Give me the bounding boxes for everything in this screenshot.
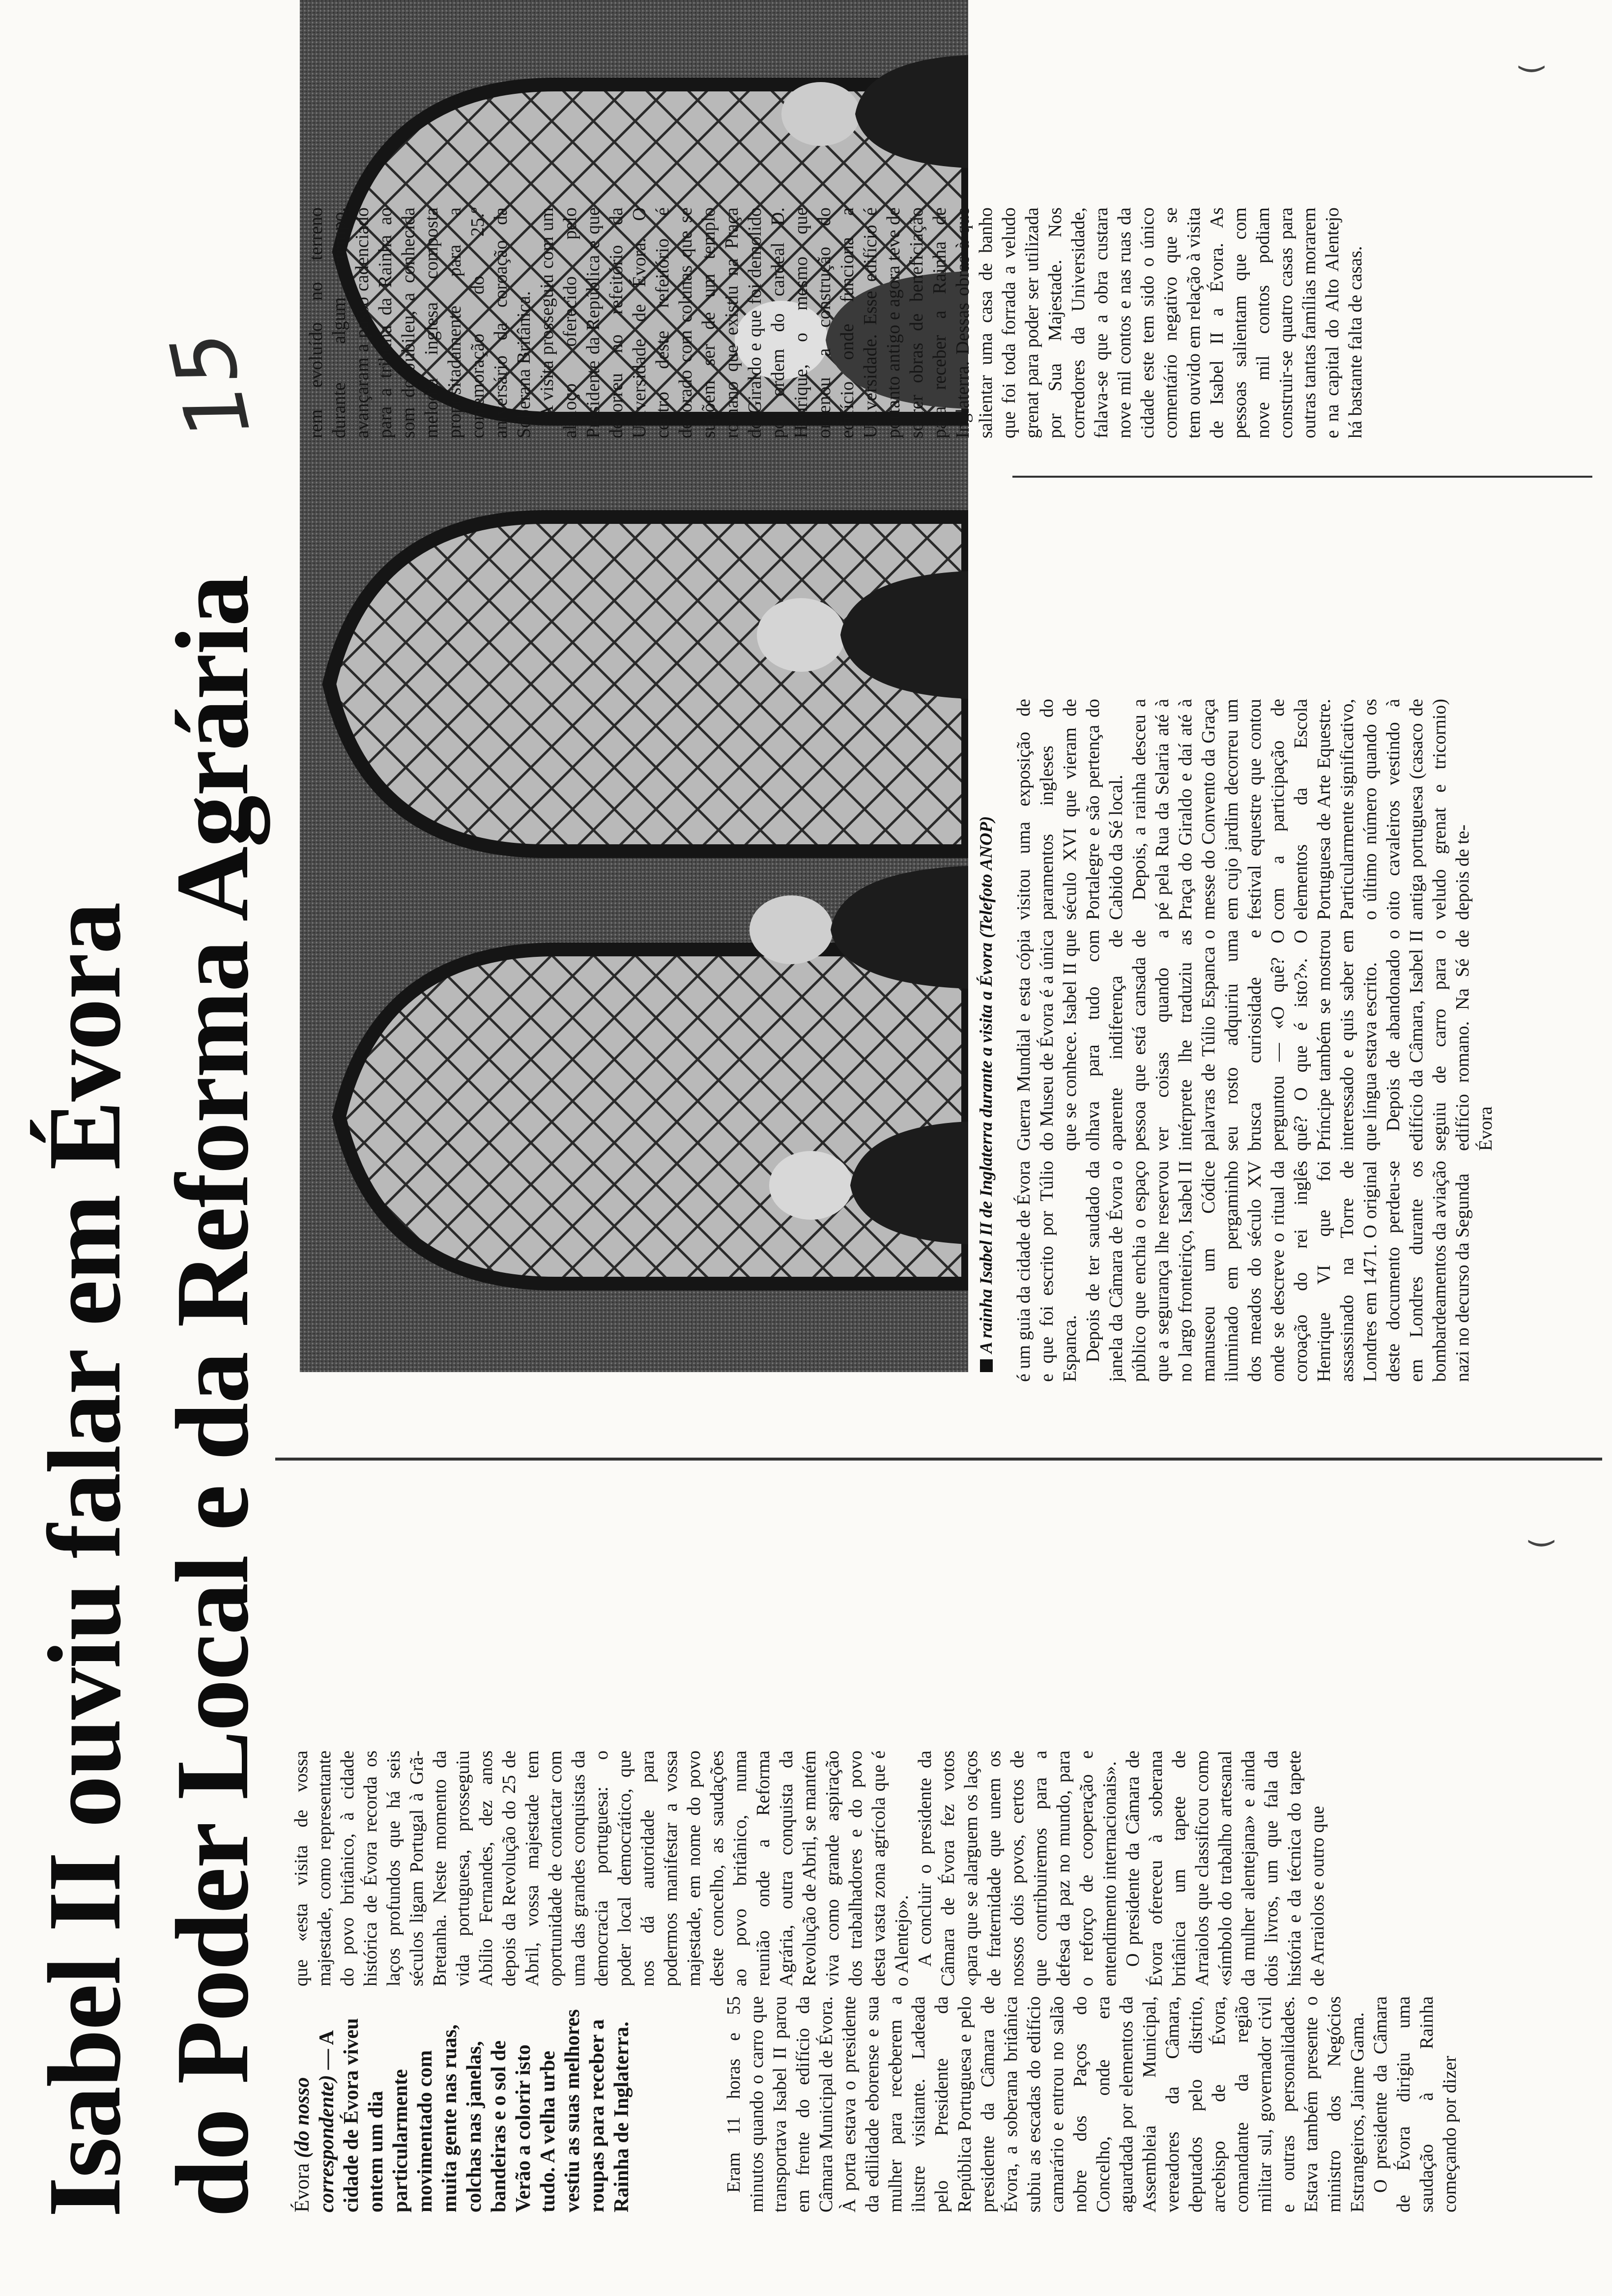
photo-caption bbox=[976, 0, 996, 1372]
caption-bullet-icon bbox=[980, 1359, 993, 1372]
paragraph: A visita prosseguiu com um almoço oferecido pelo Presidente da República e que decorreu no refeitório da Universidade de Évora. O centro deste refeitório é decorado com colunas que se supõem ser de um templo romano que existiu na Praça do Giraldo e que foi demolido por ordem do cardeal D. Henrique, o mesmo que ordenou a construção do edifício onde funciona a Universidade. Esse edifício é portanto antigo e agora teve de sofrer obras de beneficiação para receber a Rainha de Inglaterra. Dessas obras à que salientar uma casa de banho que foi toda forrada a veludo grenat para poder ser utilizada por Sua Majestade. Nos corredores da Universidade, falava-se que a obra custara nove mil contos e nas ruas da cidade este tem sido o único comentário negativo que se tem ouvido em relação à visita de Isabel II a Évora. As pessoas salientam que com nove mil contos podiam construir-se quatro casas para outras tantas famílias morarem e na capital do Alto Alentejo há bastante falta de casas. bbox=[537, 207, 1366, 438]
paragraph: que «esta visita de vossa majestade, como representante do povo britânico, à cidade histórica de Évora recorda os laços profundos que há seis séculos ligam Portugal à Grã-Bretanha. Neste momento da vida portuguesa, prosseguiu Abílio Fernandes, dez anos depois da Revolução do 25 de Abril, vossa majestade tem oportunidade de contactar com uma das grandes conquistas da democracia portuguesa: o poder local democrático, que nos dá autoridade para podermos manifestar a vossa majestade, em nome do povo deste concelho, as saudações ao povo britânico, numa reunião onde a Reforma Agrária, outra conquista da Revolução de Abril, se mantém viva como grande aspiração dos trabalhadores e do povo desta vasta zona agrícola que é o Alentejo». bbox=[291, 1751, 912, 1986]
article-column-1 bbox=[722, 1996, 1597, 2212]
paragraph: rem evoluído no terreno durante algum tempo, avançaram a passo cadenciado para a tribuna da Rainha ao som do Jubileu, a conhecida melodia inglesa composta propositadamente para a comemoração do 25.º aniversário da coroação da Soberana Britânica. bbox=[306, 207, 534, 438]
article-column-2 bbox=[290, 1751, 1587, 1986]
article-column-4 bbox=[1012, 930, 1597, 1151]
paragraph: Eram 11 horas e 55 minutos quando o carro que transportava Isabel II parou em frente do edifício da Câmara Municipal de Évora. À porta estava o presidente da edilidade eborense e sua mulher para receberem a ilustre visitante. Ladeada pelo Presidente da República Portuguesa e pelo presidente da Câmara de Évora, a soberana britânica subiu as escadas do edifício camarário e entrou no salão nobre dos Paços do Concelho, onde era aguardada por elementos da Assembleia Municipal, vereadores da Câmara, deputados pelo distrito, arcebispo de Évora, comandante da região militar sul, governador civil e outras personalidades. Estava também presente o ministro dos Negócios Estrangeiros, Jaime Gama. bbox=[723, 1996, 1368, 2212]
column-rule bbox=[275, 1458, 1602, 1461]
caption-text: A rainha Isabel II de Inglaterra durante a visita a Évora (Telefoto ANOP) bbox=[976, 816, 996, 1353]
paragraph: O presidente da Câmara de Évora dirigiu uma saudação à Rainha começando por dizer bbox=[1370, 1996, 1460, 2212]
paragraph: visitou uma exposição de paramentos ingleses do século XVI que vieram de Portalegre e são pertença do Cabido da Sé local. bbox=[1013, 699, 1126, 920]
scan-mark: ( bbox=[1524, 1537, 1558, 1549]
paragraph: Guerra Mundial e esta cópia do Museu de Évora é a única que se conhece. Isabel II que olhava para tudo com aparente indiferença de pessoa que está cansada de ver coisas quando a intérprete lhe traduziu as palavras de Túlio Espanca o seu rosto adquiriu uma brusca curiosidade e perguntou — «O quê? O quê? O que é isto?». O Príncipe também se mostrou interessado e quis saber em que língua estava escrito. bbox=[1013, 930, 1381, 1151]
photo-image bbox=[300, 0, 968, 1372]
gothic-window bbox=[329, 517, 968, 851]
byline: (do nosso correspondente) bbox=[291, 2075, 338, 2212]
paragraph: Depois de abandonado o edifício da Câmara, Isabel II seguiu de carro para o edifício romano. Na Sé de Évora bbox=[1383, 930, 1496, 1151]
news-photo bbox=[300, 0, 968, 1372]
paragraph: Depois de ter saudado da janela da Câmara de Évora o público que enchia o espaço que a segurança lhe reservou no largo fronteiriço, Isabel II manuseou um Códice iluminado em pergaminho dos meados do século XV onde se descreve o ritual da coroação do rei inglês Henrique VI que foi assassinado na Torre de Londres em 1471. O original deste documento perdeu-se em Londres durante os bombardeamentos da aviação nazi no decurso da Segunda bbox=[1083, 1161, 1473, 1382]
paragraph: é um guia da cidade de Évora e que foi escrito por Túlio Espanca. bbox=[1013, 1161, 1080, 1382]
headline-line-2: do Poder Local e da Reforma Agrária bbox=[154, 575, 270, 2217]
gothic-window bbox=[339, 949, 968, 1284]
lead-text: — A cidade de Évora viveu ontem um dia particularmente movimentado com muita gente nas ruas, colchas nas janelas, bandeiras e o sol de Verão a colorir isto tudo. A velha urbe vestiu as suas melhores roupas para receber a Rainha de Inglaterra. bbox=[316, 2009, 633, 2212]
article-column-3 bbox=[1012, 1161, 1597, 1382]
paragraph: Depois, a rainha desceu a pé pela Rua da Selaria até à Praça do Giraldo e daí até à messe do Convento da Graça em cujo jardim decorreu um festival equestre que contou com a participação de elementos da Escola Portuguesa de Arte Equestre. Particularmente significativo, o último número quando os oito cavaleiros vestindo à antiga portuguesa (casaco de veludo grenat e tricornio) depois de te- bbox=[1129, 699, 1473, 920]
article-column-5 bbox=[1012, 699, 1597, 920]
column-rule bbox=[1012, 476, 1592, 478]
scan-mark: ( bbox=[1514, 63, 1548, 75]
paragraph: A concluir o presidente da Câmara de Évora fez votos «para que se alarguem os laços de fraternidade que unem os nossos dois povos, certos de que contribuiremos para a defesa da paz no mundo, para o reforço de cooperação e entendimento internacionais». bbox=[915, 1751, 1120, 1986]
article-column-6 bbox=[305, 207, 1592, 438]
paragraph: O presidente da Câmara de Évora ofereceu à soberana britânica um tapete de Arraiolos que classificou como «símbolo do trabalho artesanal da mulher alentejana» e ainda dois livros, um que fala da história e da técnica do tapete de Arraiolos e outro que bbox=[1123, 1751, 1328, 1986]
headline-line-1: Isabel II ouviu falar em Évora bbox=[27, 903, 142, 2217]
dateline: Évora bbox=[291, 2163, 314, 2212]
handwritten-page-mark: 15 bbox=[152, 323, 270, 448]
